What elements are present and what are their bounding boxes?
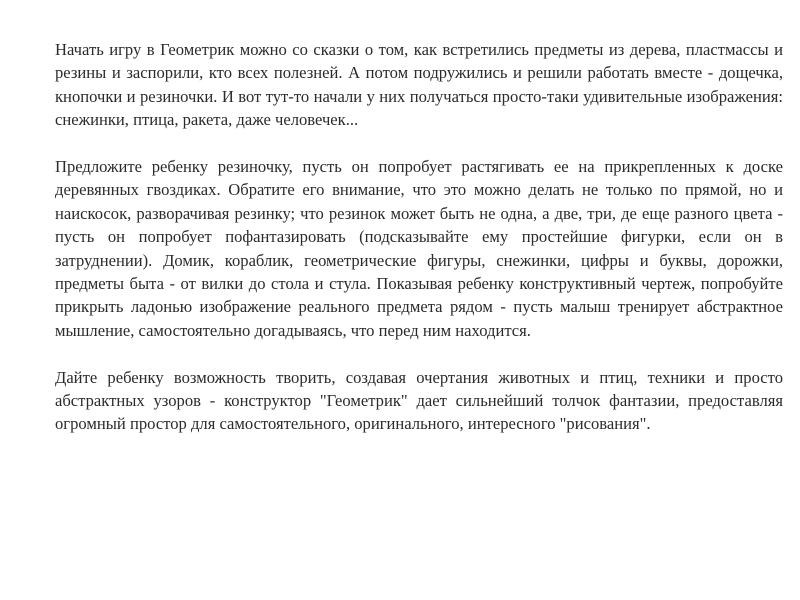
- paragraph-conclusion: Дайте ребенку возможность творить, создавая очертания животных и птиц, техники и просто абстрактных узоров - конструктор "Геометрик" дает сильнейший толчок фантазии, предоставляя огромный простор для самостоятельного, оригинального, интересного "рисования".: [55, 367, 783, 434]
- document-body: [55, 38, 783, 459]
- paragraph-intro: Начать игру в Геометрик можно со сказки о том, как встретились предметы из дерева, пластмассы и резины и заспорили, кто всех полезней. А потом подружились и решили работать вместе - дощечка, кнопочки и резиночки. И вот тут-то начали у них получаться просто-таки удивительные изображения: снежинки, птица, ракета, даже человечек...: [55, 40, 783, 130]
- paragraph-instructions: Предложите ребенку резиночку, пусть он попробует растягивать ее на прикрепленных к доске деревянных гвоздиках. Обратите его внимание, что это можно делать не только по прямой, но и наискосок, разворачивая резинку; что резинок может быть не одна, а две, три, де еще разного цвета - пусть он попробует пофантазировать (подсказывайте ему простейшие фигурки, если он в затруднении). Домик, кораблик, геометрические фигуры, снежинки, цифры и буквы, дорожки, предметы быта - от вилки до стола и стула. Показывая ребенку конструктивный чертеж, попробуйте прикрыть ладонью изображение реального предмета рядом - пусть малыш тренирует абстрактное мышление, самостоятельно догадываясь, что перед ним находится.: [55, 157, 783, 340]
